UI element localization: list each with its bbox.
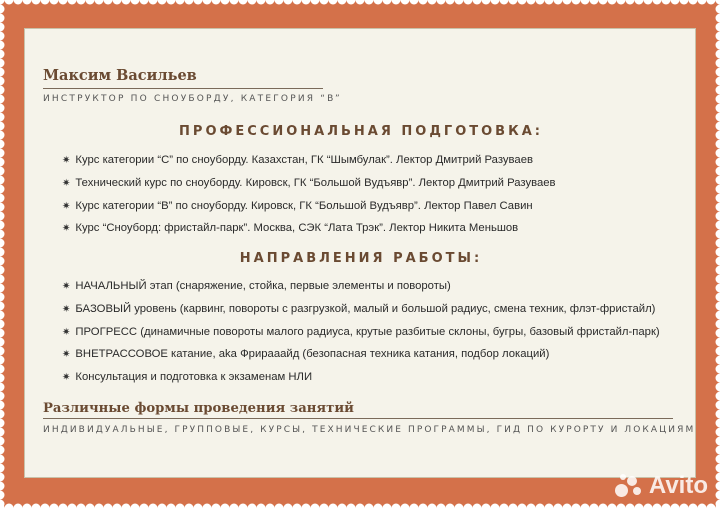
- directions-item-text: БАЗОВЫЙ уровень (карвинг, повороты с разгрузкой, малый и большой радиус, смена техник, флэт-фристайл): [75, 302, 656, 315]
- directions-item: [62, 370, 660, 393]
- training-item: [62, 199, 556, 222]
- name-underline: [43, 88, 323, 89]
- star-bullet-icon: ✷: [62, 281, 71, 292]
- instructor-name: Максим Васильев: [43, 67, 197, 84]
- instructor-title: ИНСТРУКТОР ПО СНОУБОРДУ, КАТЕГОРИЯ “B”: [43, 94, 342, 104]
- training-heading: ПРОФЕССИОНАЛЬНАЯ ПОДГОТОВКА:: [179, 124, 543, 139]
- star-bullet-icon: ✷: [62, 223, 71, 235]
- star-bullet-icon: ✷: [62, 303, 71, 315]
- avito-text: Avito: [648, 472, 708, 499]
- star-bullet-icon: ✷: [62, 200, 71, 212]
- training-item-text: Технический курс по сноуборду. Кировск, ГК “Большой Вудъявр”. Лектор Дмитрий Разуваев: [75, 176, 556, 189]
- forms-description: ИНДИВИДУАЛЬНЫЕ, ГРУППОВЫЕ, КУРСЫ, ТЕХНИЧЕСКИЕ ПРОГРАММЫ, ГИД ПО КУРОРТУ И ЛОКАЦИЯМ: [43, 425, 696, 435]
- star-bullet-icon: ✷: [62, 372, 71, 384]
- training-item: [62, 153, 556, 176]
- directions-item: [62, 279, 660, 302]
- star-bullet-icon: ✷: [62, 155, 71, 166]
- training-item-text: Курс категории “С” по сноуборду. Казахстан, ГК “Шымбулак”. Лектор Дмитрий Разуваев: [75, 154, 533, 166]
- directions-item-text: ВНЕТРАССОВОЕ катание, aka Фрирааайд (безопасная техника катания, подбор локаций): [75, 348, 550, 361]
- star-bullet-icon: ✷: [62, 177, 71, 189]
- avito-watermark: [615, 472, 708, 500]
- directions-item: [62, 325, 660, 348]
- certificate-card: [24, 28, 696, 478]
- training-item-text: Курс категории “В” по сноуборду. Кировск, ГК “Большой Вудъявр”. Лектор Павел Савин: [75, 199, 533, 212]
- forms-underline: [43, 418, 673, 419]
- directions-item: [62, 302, 660, 325]
- forms-heading: Различные формы проведения занятий: [43, 401, 354, 416]
- directions-heading: НАПРАВЛЕНИЯ РАБОТЫ:: [239, 251, 483, 266]
- star-bullet-icon: ✷: [62, 349, 71, 361]
- directions-list: [62, 279, 660, 393]
- directions-item-text: Консультация и подготовка к экзаменам НЛИ: [75, 371, 313, 384]
- avito-logo-icon: [615, 474, 645, 498]
- training-list: [62, 153, 556, 244]
- directions-item-text: НАЧАЛЬНЫЙ этап (снаряжение, стойка, первые элементы и повороты): [75, 280, 451, 292]
- directions-item: [62, 347, 660, 370]
- training-item: [62, 221, 556, 244]
- training-item-text: Курс “Сноуборд: фристайл-парк”. Москва, СЭК “Лата Трэк”. Лектор Никита Меньшов: [75, 222, 519, 235]
- star-bullet-icon: ✷: [62, 326, 71, 338]
- directions-item-text: ПРОГРЕСС (динамичные повороты малого радиуса, крутые разбитые склоны, бугры, базовый фристайл-парк): [75, 325, 660, 338]
- training-item: [62, 176, 556, 199]
